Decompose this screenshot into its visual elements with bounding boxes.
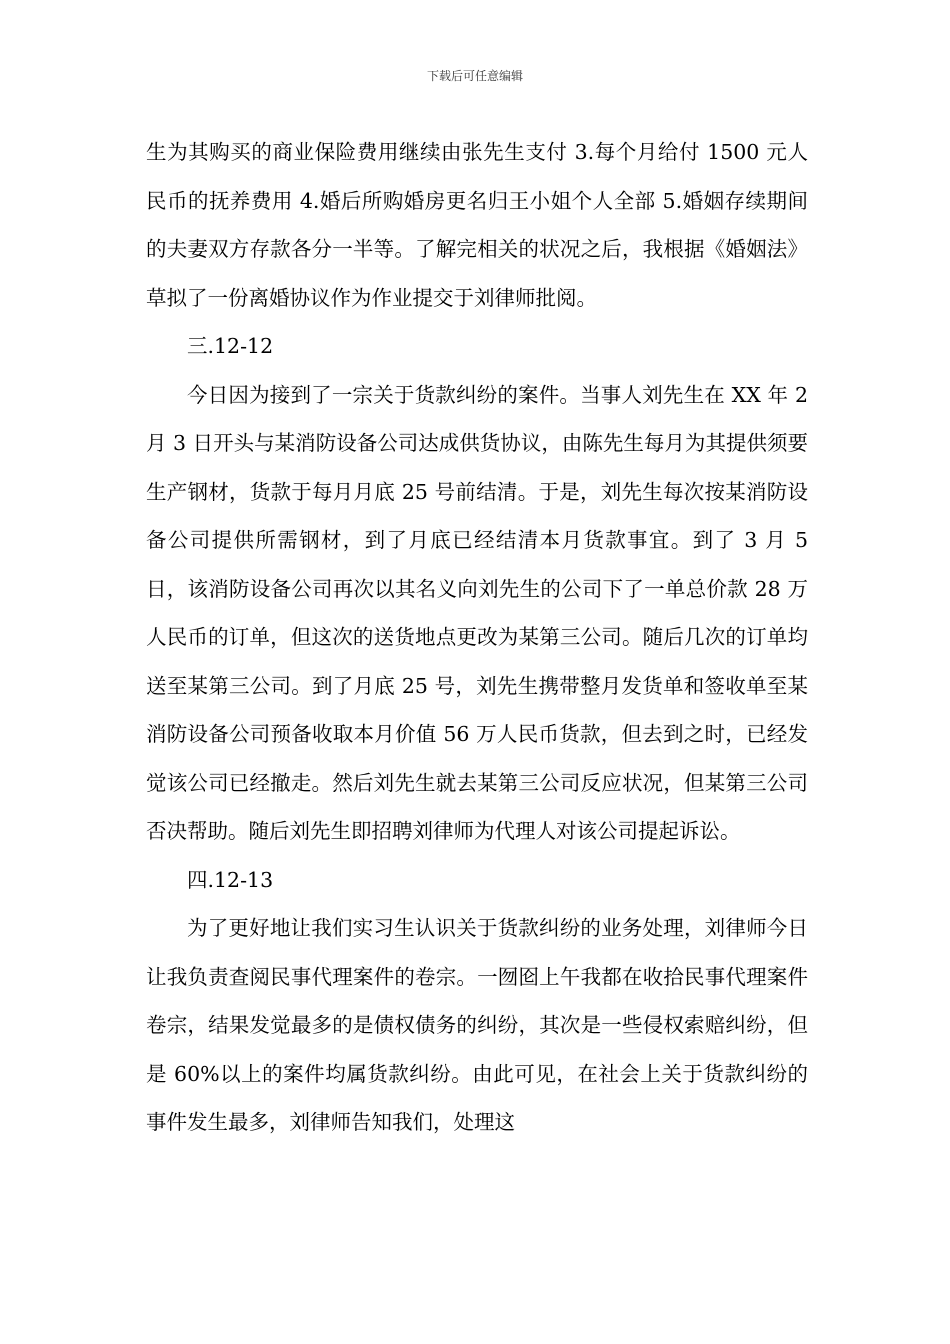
paragraph-case-file-review: 为了更好地让我们实习生认识关于货款纠纷的业务处理，刘律师今日让我负责查阅民事代理案件的卷宗。一囫囵上午我都在收拾民事代理案件卷宗，结果发觉最多的是债权债务的纠纷，其次是一些侵权索赔纠纷，但是 60%以上的案件均属货款纠纷。由此可见，在社会上关于货款纠纷的事件发生最多，刘律师告知我们，处理这 — [146, 916, 808, 1134]
section-heading-3: 三.12-12 — [187, 334, 274, 358]
page-header: 下载后可任意编辑 — [426, 69, 523, 83]
document-body — [146, 128, 808, 1147]
paragraph-agreement-terms: 生为其购买的商业保险费用继续由张先生支付 3.每个月给付 1500 元人民币的抚养费用 4.婚后所购婚房更名归王小姐个人全部 5.婚姻存续期间的夫妻双方存款各分一半等。了解完相关的状况之后，我根据《婚姻法》草拟了一份离婚协议作为作业提交于刘律师批阅。 — [146, 140, 808, 310]
section-heading-4: 四.12-13 — [187, 867, 274, 892]
paragraph-payment-dispute-case: 今日因为接到了一宗关于货款纠纷的案件。当事人刘先生在 XX 年 2 月 3 日开头与某消防设备公司达成供货协议，由陈先生每月为其提供须要生产钢材，货款于每月月底 25 号前结清。于是，刘先生每次按某消防设备公司提供所需钢材，到了月底已经结清本月货款事宜。到了 3 月 5 日，该消防设备公司再次以其名义向刘先生的公司下了一单总价款 28 万人民币的订单，但这次的送货地点更改为某第三公司。随后几次的订单均送至某第三公司。到了月底 25 号，刘先生携带整月发货单和签收单至某消防设备公司预备收取本月价值 56 万人民币货款，但去到之时，已经发觉该公司已经撤走。然后刘先生就去某第三公司反应状况，但某第三公司否决帮助。随后刘先生即招聘刘律师为代理人对该公司提起诉讼。 — [146, 382, 808, 843]
